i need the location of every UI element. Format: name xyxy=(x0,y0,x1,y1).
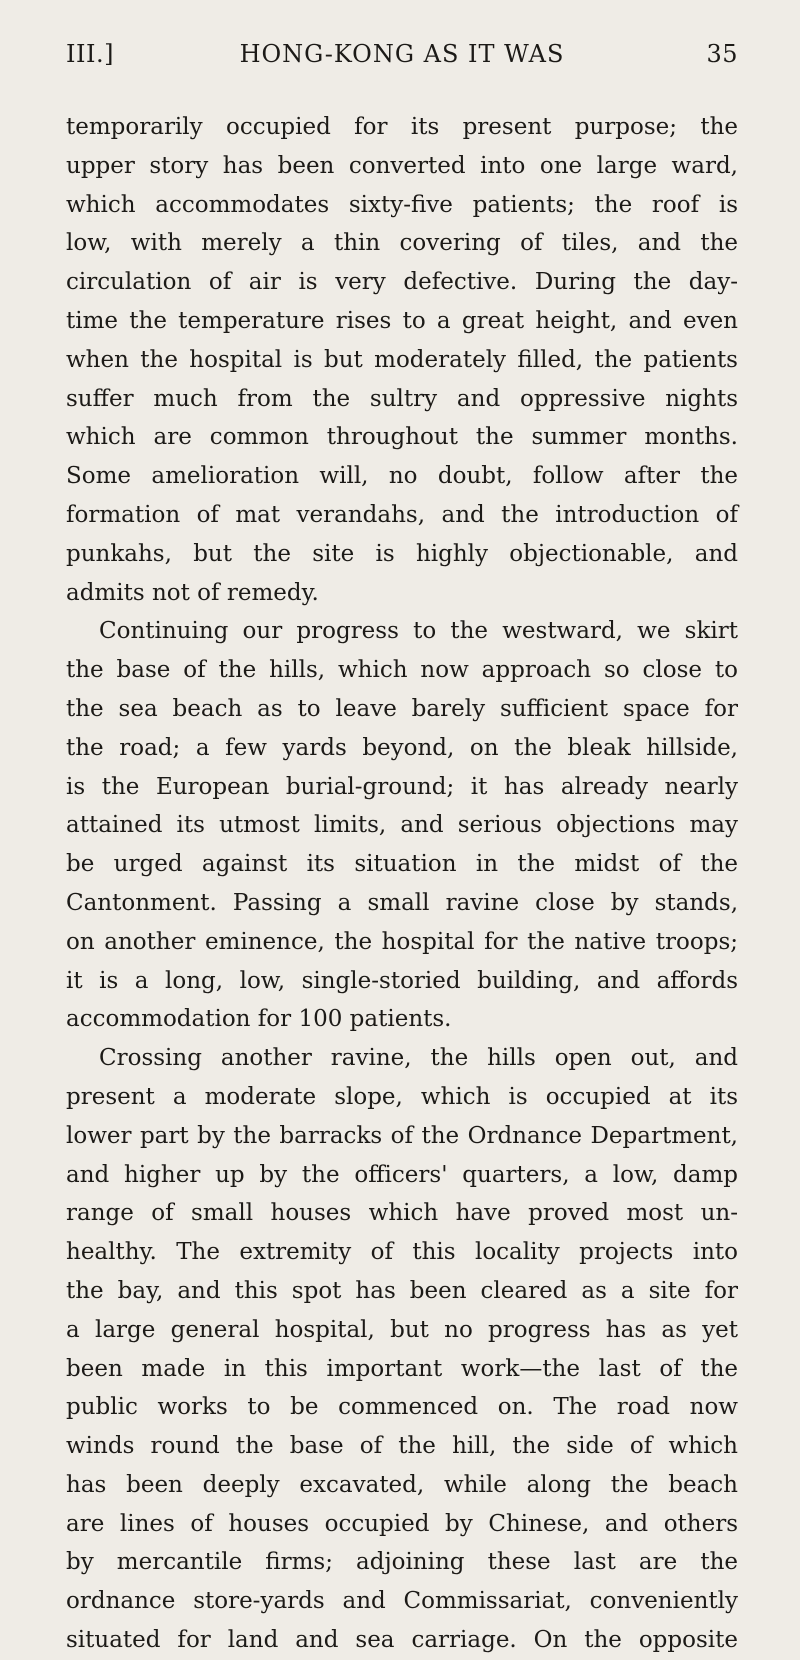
text-line: Continuing our progress to the westward, we skirt xyxy=(99,618,738,645)
text-line: circulation of air is very defective. During the day- xyxy=(66,269,738,296)
text-line: which accommodates sixty-five patients; the roof is xyxy=(66,191,738,218)
text-line: which are common throughout the summer months. xyxy=(66,424,738,451)
text-line: the bay, and this spot has been cleared as a site for xyxy=(66,1277,738,1304)
text-line: when the hospital is but moderately filled, the patients xyxy=(66,346,738,373)
page-number: 35 xyxy=(706,40,738,68)
chapter-marker: III.] xyxy=(66,40,114,68)
text-line: low, with merely a thin covering of tiles, and the xyxy=(66,230,738,257)
text-line: the road; a few yards beyond, on the bleak hillside, xyxy=(66,734,738,761)
text-line: public works to be commenced on. The road now xyxy=(66,1394,738,1421)
text-line: healthy. The extremity of this locality projects into xyxy=(66,1239,738,1266)
text-line: on another eminence, the hospital for the native troops; xyxy=(66,928,738,955)
text-line: is the European burial-ground; it has already nearly xyxy=(66,773,738,800)
text-line: punkahs, but the site is highly objectionable, and xyxy=(66,540,738,567)
text-line: the sea beach as to leave barely sufficient space for xyxy=(66,695,738,722)
text-line: Some amelioration will, no doubt, follow after the xyxy=(66,463,738,490)
text-line: present a moderate slope, which is occupied at its xyxy=(66,1083,738,1110)
text-line: attained its utmost limits, and serious objections may xyxy=(66,812,738,839)
text-line: winds round the base of the hill, the side of which xyxy=(66,1433,738,1460)
text-line: time the temperature rises to a great height, and even xyxy=(66,307,738,334)
text-line: admits not of remedy. xyxy=(66,579,319,606)
text-line: upper story has been converted into one large ward, xyxy=(66,152,738,179)
text-line: range of small houses which have proved most un- xyxy=(66,1200,738,1227)
running-header xyxy=(66,40,738,80)
text-line: and higher up by the officers' quarters, a low, damp xyxy=(66,1161,738,1188)
text-line: be urged against its situation in the midst of the xyxy=(66,851,738,878)
text-line: situated for land and sea carriage. On the opposite xyxy=(66,1627,738,1654)
text-line: been made in this important work—the last of the xyxy=(66,1355,738,1382)
text-line: Crossing another ravine, the hills open out, and xyxy=(99,1045,738,1072)
text-line: by mercantile firms; adjoining these last are the xyxy=(66,1549,738,1576)
text-line: lower part by the barracks of the Ordnance Department, xyxy=(66,1122,738,1149)
text-line: ordnance store-yards and Commissariat, conveniently xyxy=(66,1588,738,1615)
text-line: the base of the hills, which now approach so close to xyxy=(66,657,738,684)
text-line: accommodation for 100 patients. xyxy=(66,1006,452,1033)
text-line: formation of mat verandahs, and the introduction of xyxy=(66,501,738,528)
text-line: are lines of houses occupied by Chinese, and others xyxy=(66,1510,738,1537)
text-line: has been deeply excavated, while along the beach xyxy=(66,1471,738,1498)
text-line: it is a long, low, single-storied building, and affords xyxy=(66,967,738,994)
text-line: suffer much from the sultry and oppressive nights xyxy=(66,385,738,412)
running-title: HONG-KONG AS IT WAS xyxy=(239,40,565,68)
body-text xyxy=(66,108,738,1660)
text-line: a large general hospital, but no progress has as yet xyxy=(66,1316,738,1343)
text-line: temporarily occupied for its present purpose; the xyxy=(66,114,738,140)
text-line: Cantonment. Passing a small ravine close by stands, xyxy=(66,889,738,916)
